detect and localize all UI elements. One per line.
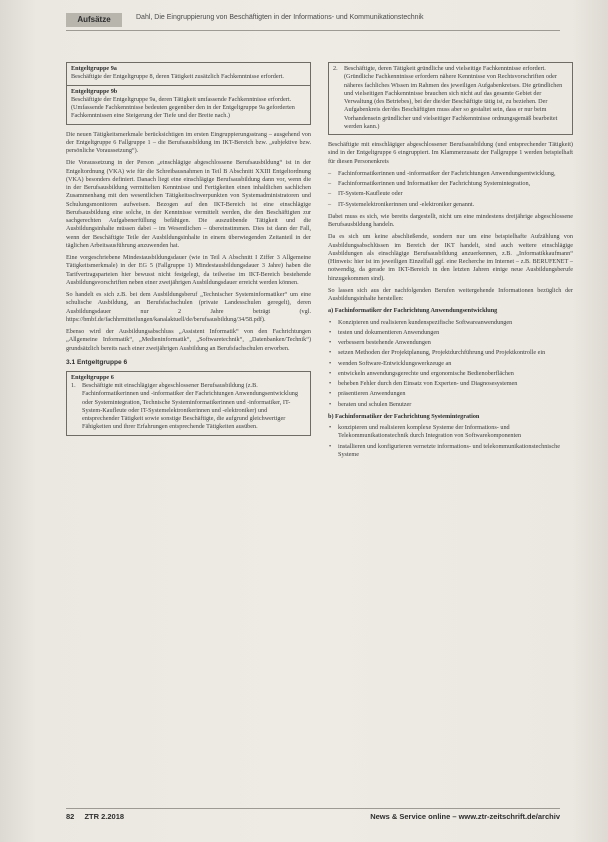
- left-column: [66, 62, 311, 442]
- paragraph: So lassen sich aus der nachfolgenden Berufen weitergehende Informationen bezüglich der Ausbildungsinhalte herstellen:: [328, 286, 573, 302]
- item-text: Beschäftigte, deren Tätigkeit gründliche und vielseitige Fachkenntnisse erfordert. (Gründliche Fachkenntnisse erfordern nähere Kenntnisse von Rechtsvorschriften oder näheres fachliches Wissen im Rahmen des jeweiligen Aufgabenkreises. Die gründlichen und vielseitigen Fachkenntnisse brauchen sich nicht auf das gesamte Gebiet der Verwaltung (des Betriebes), bei der die/der Beschäftigte tätig ist, zu beziehen. Der Aufgabenkreis der/des Beschäftigten muss aber so gestaltet sein, dass er nur beim Vorhandensein gründlicher und vielseitiger Fachkenntnisse ordnungsgemäß bearbeitet werden kann.): [344, 65, 563, 130]
- paragraph: Dabei muss es sich, wie bereits dargestellt, nicht um eine mindestens dreijährige abgeschlossene Berufsausbildung handeln.: [328, 212, 573, 228]
- pay-group-6-row: [67, 372, 310, 435]
- running-head: Dahl, Die Eingruppierung von Beschäftigten in der Informations- und Kommunikationstechnik: [136, 14, 424, 21]
- training-list: [328, 170, 573, 209]
- list-item: • setzen Methoden der Projektplanung, Projektdurchführung und Projektkontrolle ein: [328, 349, 573, 357]
- section-heading: 3.1 Entgeltgruppe 6: [66, 358, 128, 366]
- list-item: • beraten und schulen Benutzer: [328, 401, 573, 409]
- item-text: Beschäftigte mit einschlägiger abgeschlossener Berufsausbildung (z.B. Fachinformatikerinnen und -informatiker der Fachrichtungen Anwendungsentwicklung oder Systemintegration, Technische Systeminformatikerinnen und -informatiker, IT-System-Kaufleute oder IT-Systemelektronikerinnen und -elektroniker) und entsprechender Tätigkeit sowie sonstige Beschäftigte, die aufgrund gleichwertiger Fähigkeiten und ihrer Erfahrungen entsprechende Tätigkeiten ausüben.: [82, 382, 298, 431]
- paragraph: Beschäftigte mit einschlägiger abgeschlossener Berufsausbildung (und entsprechender Tätigkeit) sind in der Entgeltgruppe 6 eingruppiert. Im Klammerzusatz der Fallgruppe 1 werden beispielhaft für diesen Personenkreis: [328, 141, 573, 165]
- list-item: • beheben Fehler durch den Einsatz von Experten- und Diagnosesystemen: [328, 380, 573, 388]
- item-number: 2.: [333, 65, 338, 72]
- list-item: • installieren und konfigurieren vernetzte informations- und telekommunikationstechnische Systeme: [328, 443, 573, 460]
- list-item: – IT-Systemelektronikerinnen und -elektroniker genannt.: [328, 201, 573, 209]
- list-item: • präsentieren Anwendungen: [328, 390, 573, 398]
- pay-group-title: Entgeltgruppe 6: [71, 373, 114, 381]
- footer-rule: [66, 808, 560, 809]
- pay-group-title: Entgeltgruppe 9a: [71, 65, 117, 72]
- pay-group-text: Beschäftigte der Entgeltgruppe 8, deren Tätigkeit zusätzlich Fachkenntnisse erfordert.: [71, 73, 284, 81]
- list-item: – Fachinformatikerinnen und Informatiker der Fachrichtung Systemintegration,: [328, 180, 573, 188]
- pay-group-9a: [67, 63, 310, 85]
- paragraph: Die Voraussetzung in der Person „einschlägige abgeschlossene Berufsausbildung“ ist in der Entgeltordnung (VKA) wie für die Schreibausnahmen in Teil B Abschnitt XXIII Entgeltordnung (VKA) besonders definiert. Danach liegt eine einschlägige Berufsausbildung dann vor, wenn die in der Berufsausbildung vermittelten Kenntnisse und Fertigkeiten einen inhaltlichen sachlichen Zusammenhang mit den wesentlichen Tätigkeitsschwerpunkten von Systemadministratoren und Schulungsmonitoren aufweisen. Bezogen auf den IKT-Bereich ist eine einschlägige Berufsausbildung eine solche, in der Kenntnisse vermittelt werden, die den Beschäftigten zur sachgerechten Aufgabenerfüllung befähigen. Die auszuübende Tätigkeit und die Ausbildungsinhalte müssen dabei – im Wesentlichen – übereinstimmen. Dies ist dann der Fall, wenn der Beschäftigte Teile der Ausbildungsinhalte in einem überwiegenden Zeitanteil in der täglichen Arbeitsausführung anzuwenden hat.: [66, 159, 311, 249]
- header-rule: [66, 30, 560, 31]
- paragraph: So handelt es sich z.B. bei dem Ausbildungsberuf „Technischer Systeminformatiker“ um eine schulische Ausbildung, an Berufsfachschulen (private Landesschulen geregelt), deren Ausbildungsdauer nur 2 Jahre beträgt (vgl. https://bmbf.de/fachhrmitteilungen/kanalaktuell/de/berufsausbildung/34/58.pdf).: [66, 291, 311, 323]
- subsection-heading: b) Fachinformatiker der Fachrichtung Systemintegration: [328, 412, 480, 420]
- paragraph: Eine vorgeschriebene Mindestausbildungsdauer (wie in Teil A Abschnitt I Ziffer 3 Allgemeine Tätigkeitsmerkmale) in der EG 5 (Fallgruppe 1) Mindestausbildungsdauer 3 Jahre) haben die Tarifvertragsparteien hier bewusst nicht festgelegt, da teilweise im IKT-Bereich bestehende Ausbildungsvorschriften neben einer zweijährigen Ausbildungsdauer erreicht werden können.: [66, 254, 311, 286]
- list-item: • verbessern bestehende Anwendungen: [328, 339, 573, 347]
- paragraph: Die neuen Tätigkeitsmerkmale berücksichtigen im ersten Eingruppierungsstrang – ausgehend von der Entgeltgruppe 6 Fallgruppe 1 – die Berufsausbildung im IKT-Bereich bzw. „subjektive bzw. persönliche Voraussetzung“).: [66, 130, 311, 154]
- list-item: • entwickeln anwendungsgerechte und ergonomische Bedienoberflächen: [328, 370, 573, 378]
- list-item: • konzipieren und realisieren komplexe Systeme der Informations- und Telekommunikationstechnik durch Integration von Softwarekomponenten: [328, 424, 573, 441]
- enumerated-item: [71, 382, 306, 432]
- enumerated-item: [333, 65, 568, 131]
- paragraph: Ebenso wird der Ausbildungsabschluss „Assistent Informatik“ von den Fachrichtungen „Allgemeine Informatik“, „Medieninformatik“, „Softwaretechnik“, „Datenbanken/Technik“) grundsätzlich bereits nach einer zweijährigen Ausbildung an Berufsfachschulen erworben.: [66, 328, 311, 352]
- list-item: • wenden Software-Entwicklungswerkzeuge an: [328, 360, 573, 368]
- list-item: – Fachinformatikerinnen und -informatiker der Fachrichtungen Anwendungsentwicklung,: [328, 170, 573, 178]
- paragraph: Da es sich um keine abschließende, sondern nur um eine beispielhafte Aufzählung von Ausbildungsabschlüssen im Bereich der IKT handelt, sind auch weitere einschlägige Ausbildungen als einschlägige Berufsausbildung anzuerkennen, z.B. „Informatikkaufmann“ (Hinweis: hier ist im jeweiligen Einzelfall ggf. eine Recherche im Internet – z.B. BERUFENET – notwendig, da gerade im IKT-Bereich in den letzten Jahren einige neue Ausbildungsberufe hinzugekommen sind).: [328, 233, 573, 282]
- footer-left: [66, 812, 124, 821]
- pay-group-box-9: [66, 62, 311, 125]
- list-item: • testen und dokumentieren Anwendungen: [328, 329, 573, 337]
- footer-archive-link[interactable]: News & Service online – www.ztr-zeitschrift.de/archiv: [370, 812, 560, 821]
- pay-group-box-6: [66, 371, 311, 436]
- list-item: • Konzipieren und realisieren kundenspezifische Softwareanwendungen: [328, 319, 573, 327]
- subsection-heading: a) Fachinformatiker der Fachrichtung Anwendungsentwicklung: [328, 307, 498, 315]
- pay-group-6-item-2: [329, 63, 572, 134]
- pay-group-text: Beschäftigte der Entgeltgruppe 9a, deren Tätigkeit umfassende Fachkenntnisse erfordert. (Umfassende Fachkenntnisse bedeuten gegenüber den in der Entgeltgruppe 9a geforderten Fachkenntnissen eine Steigerung der Tiefe und der Breite nach.): [71, 95, 295, 120]
- duties-list-b: [328, 424, 573, 459]
- pay-group-9b: [67, 85, 310, 124]
- page-number: 82: [66, 812, 75, 821]
- pay-group-title: Entgeltgruppe 9b: [71, 87, 118, 95]
- list-item: – IT-System-Kaufleute oder: [328, 190, 573, 198]
- duties-list-a: [328, 319, 573, 409]
- issue-label: ZTR 2.2018: [84, 812, 125, 821]
- pay-group-box-6-continued: [328, 62, 573, 135]
- right-column: [328, 62, 573, 463]
- section-tag: Aufsätze: [66, 13, 122, 27]
- item-number: 1.: [71, 382, 76, 389]
